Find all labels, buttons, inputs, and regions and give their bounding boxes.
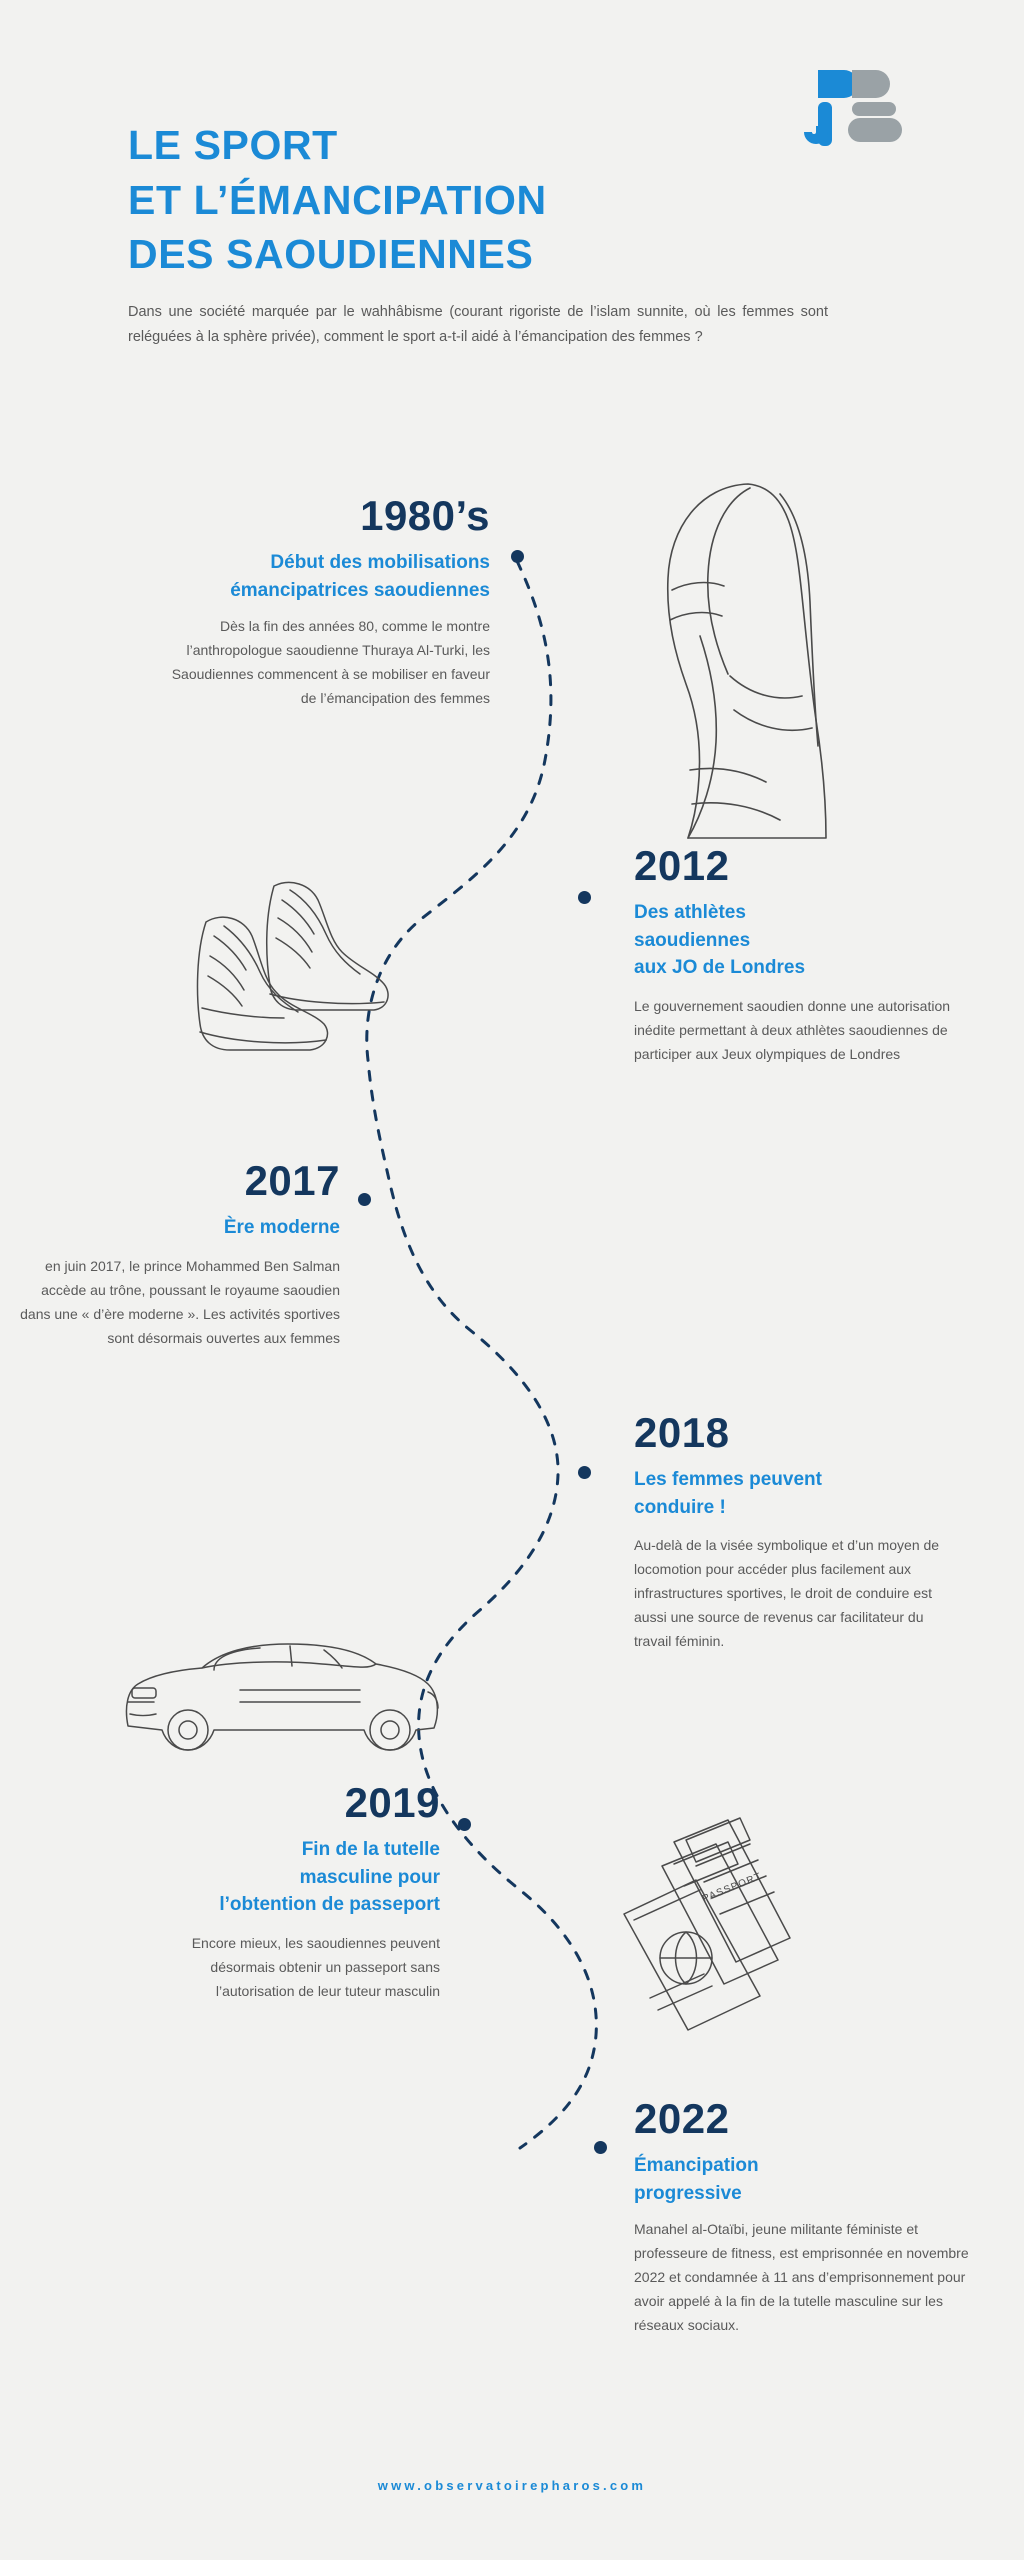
hijab-woman-illustration [630,470,860,850]
timeline-dot-2022 [594,2141,607,2154]
timeline-subtitle-2012 [634,899,994,982]
timeline-dot-2019 [458,1818,471,1831]
page-title [128,118,828,282]
timeline-subtitle-2022-line1: Émancipation [634,2155,759,2176]
timeline-subtitle-2018 [634,1466,974,1521]
timeline-subtitle-2019-line2: masculine pour [299,1866,440,1888]
timeline-entry-2018 [634,1409,974,1653]
title-line-3: DES SAOUDIENNES [128,231,534,278]
timeline-subtitle-2017 [20,1214,340,1242]
timeline-dot-2017 [358,1193,371,1206]
timeline-subtitle-2019-line1: Fin de la tutelle [301,1839,440,1860]
timeline-year-2022: 2022 [634,2095,730,2142]
timeline-year-2019: 2019 [344,1779,440,1826]
timeline-entry-1980s [60,492,490,710]
sneakers-illustration [178,860,448,1060]
timeline-entry-2017 [20,1157,340,1350]
timeline-year-2017: 2017 [244,1157,340,1204]
timeline-year-2018: 2018 [634,1409,730,1456]
intro-paragraph: Dans une société marquée par le wahhâbisme (courant rigoriste de l’islam sunnite, où les femmes sont reléguées à la sphère privée), comment le sport a-t-il aidé à l’émancipation des femmes ? [128,303,828,345]
title-line-2: ET L’ÉMANCIPATION [128,176,547,223]
timeline-subtitle-2019-line3: l’obtention de passeport [219,1894,440,1916]
page-header [128,118,828,365]
timeline-body-2012: Le gouvernement saoudien donne une autorisation inédite permettant à deux athlètes saoudiennes de participer aux Jeux olympiques de Londres [634,997,951,1062]
timeline-body-2022: Manahel al-Otaïbi, jeune militante féministe et professeure de fitness, est emprisonnée en novembre 2022 et condamnée à 11 ans d’emprisonnement pour avoir appelé à la fin de la tutelle masculine sur les réseaux sociaux. [634,2221,969,2334]
timeline-subtitle-1980s-line2: émancipatrices saoudiennes [230,579,490,601]
timeline-year-2012: 2012 [634,842,730,889]
timeline-subtitle-1980s-line1: Début des mobilisations [270,552,490,573]
timeline-entry-2012 [634,842,994,1066]
timeline-subtitle-2022 [634,2152,984,2207]
timeline-subtitle-2018-line2: conduire ! [634,1496,726,1518]
timeline-dot-1980s [511,550,524,563]
timeline-entry-2022 [634,2095,984,2337]
timeline-subtitle-2012-line3: aux JO de Londres [634,957,806,979]
timeline-body-2017: en juin 2017, le prince Mohammed Ben Salman accède au trône, poussant le royaume saoudien dans une « d’ère moderne ». Les activités sportives sont désormais ouvertes aux femmes [20,1257,340,1346]
timeline-body-2019: Encore mieux, les saoudiennes peuvent désormais obtenir un passeport sans l’autorisation de leur tuteur masculin [191,1934,440,1999]
footer-website[interactable]: www.observatoirepharos.com [377,2478,647,2493]
svg-text:PASSPORT: PASSPORT [701,1870,764,1905]
timeline-subtitle-2012-line2: saoudiennes [634,929,751,951]
timeline-subtitle-1980s [60,549,490,604]
timeline-dot-2018 [578,1466,591,1479]
timeline-dot-2012 [578,891,591,904]
timeline-subtitle-2022-line2: progressive [634,2182,742,2204]
timeline-body-1980s: Dès la fin des années 80, comme le montre l’anthropologue saoudienne Thuraya Al-Turki, les Saoudiennes commencent à se mobiliser en faveur de l’émancipation des femmes [171,618,490,707]
passport-tickets-illustration [600,1810,830,2040]
timeline-year-1980s: 1980’s [360,492,490,539]
timeline-body-2018: Au-delà de la visée symbolique et d’un moyen de locomotion pour accéder plus facilement aux infrastructures sportives, le droit de conduire est aussi une source de revenus car facilitateur du travail féminin. [634,1537,940,1650]
timeline-subtitle-2012-line1: Des athlètes [634,902,746,923]
timeline-subtitle-2018-line1: Les femmes peuvent [634,1469,822,1490]
timeline-entry-2019 [40,1779,440,2003]
title-line-1: LE SPORT [128,122,338,168]
timeline-subtitle-2019 [40,1836,440,1919]
timeline-subtitle-2017-line1: Ère moderne [223,1217,340,1238]
car-illustration [110,1630,450,1780]
